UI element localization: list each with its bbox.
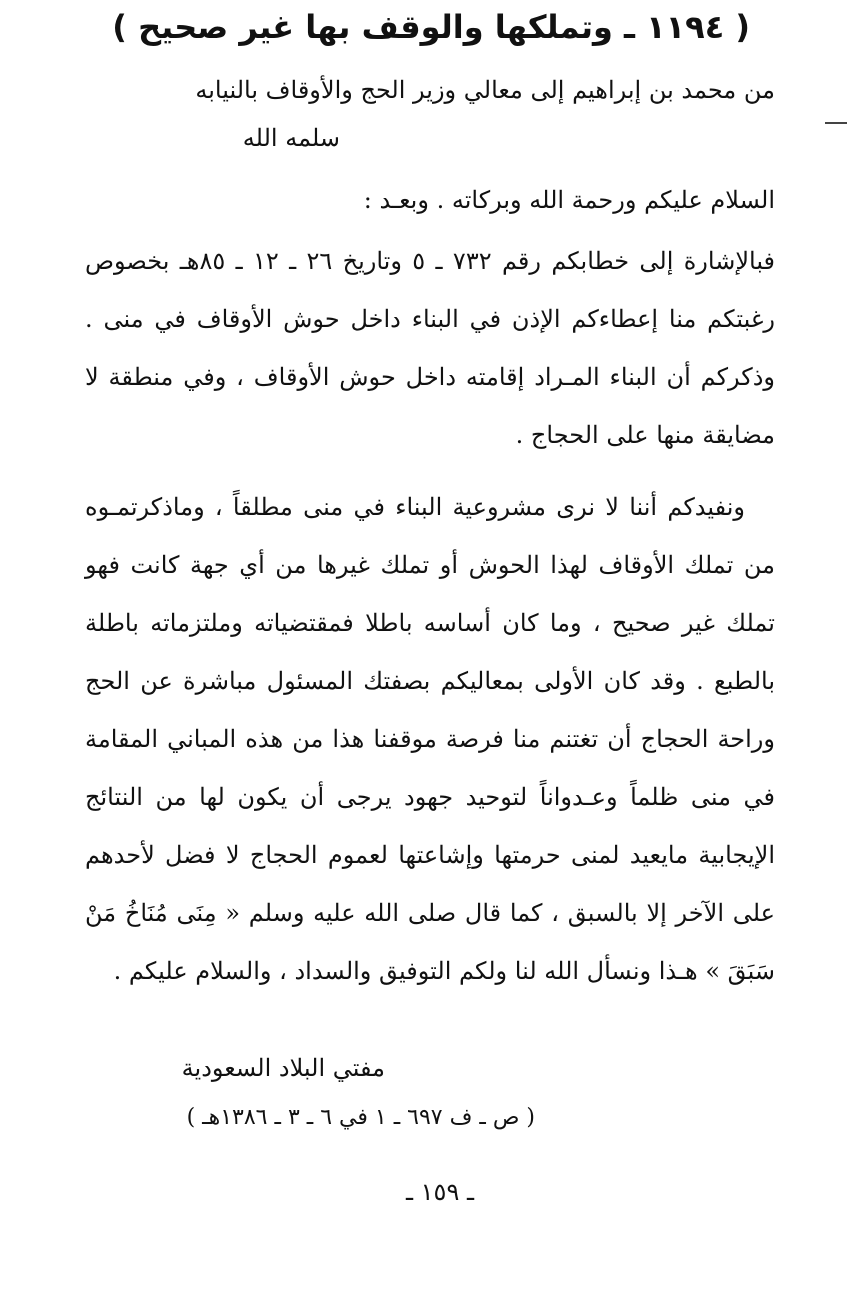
paragraph-2 <box>85 478 775 1000</box>
scan-edge-mark <box>825 122 847 124</box>
salutation-tail: سلمه الله <box>242 124 340 152</box>
page-number: ـ ١٥٩ ـ <box>405 1178 474 1206</box>
reference-line: ( ص ـ ف ٦٩٧ ـ ١ في ٦ ـ ٣ ـ ١٣٨٦هـ ) <box>186 1105 535 1130</box>
document-title: ( ١١٩٤ ـ وتملكها والوقف بها غير صحيح ) <box>112 8 750 46</box>
paragraph-2-text: ونفيدكم أننا لا نرى مشروعية البناء في منى مطلقاً ، وماذكرتمـوه من تملك الأوقاف لهذا الحوش أو تملك غيرها من أي جهة كانت فهو تملك غير صحيح ، وما كان أساسه باطلا فمقتضياته وملتزماته باطلة بالطبع . وقد كان الأولى بمعاليكم بصفتك المسئول مباشرة عن الحج وراحة الحجاج أن تغتنم منا فرصة موقفنا هذا من هذه المباني المقامة في منى ظلماً وعـدواناً لتوحيد جهود يرجى أن يكون لها من النتائج الإيجابية مايعيد لمنى حرمتها وإشاعتها لعموم الحجاج لا فضل لأحدهم على الآخر إلا بالسبق ، كما قال صلى الله عليه وسلم « مِنَى مُنَاخُ مَنْ سَبَقَ » هـذا ونسأل الله لنا ولكم التوفيق والسداد ، والسلام عليكم . <box>85 493 775 985</box>
greeting-line: السلام عليكم ورحمة الله وبركاته . وبعـد : <box>363 186 775 214</box>
paragraph-1-text: فبالإشارة إلى خطابكم رقم ٧٣٢ ـ ٥ وتاريخ ٢٦ ـ ١٢ ـ ٨٥هـ بخصوص رغبتكم منا إعطاءكم الإذن في البناء داخل حوش الأوقاف في منى . وذكركم أن البناء المـراد إقامته داخل حوش الأوقاف ، وفي منطقة لا مضايقة منها على الحجاج . <box>85 247 776 449</box>
signature: مفتي البلاد السعودية <box>181 1054 385 1082</box>
paragraph-1 <box>85 232 775 464</box>
from-line: من محمد بن إبراهيم إلى معالي وزير الحج والأوقاف بالنيابه <box>195 76 775 104</box>
